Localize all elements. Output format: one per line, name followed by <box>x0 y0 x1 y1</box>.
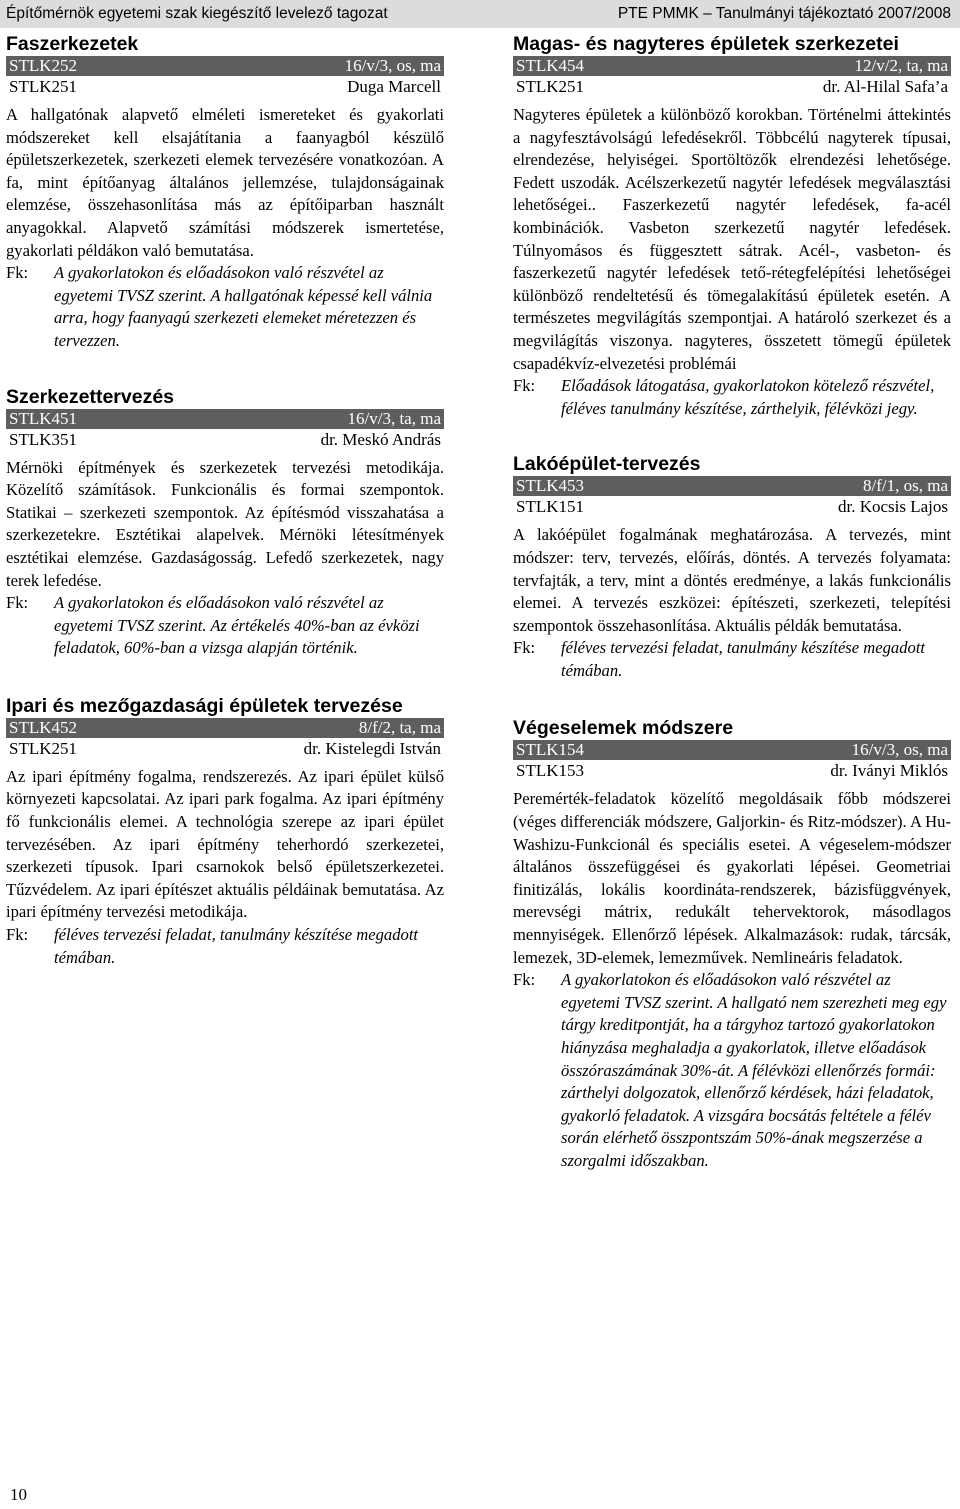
course-credits: 16/v/3, os, ma <box>851 740 948 760</box>
course-description: Nagyteres épületek a különböző korokban. Történelmi áttekintés a nagyfesztávolságú lefedésekről. Többcélú nagyterek típusai, elrendezése, helyiségei. Sportöltözők elrendezési lehetősége. Fedett uszodák. Acélszerkezetű nagytér lefedések megválasztási lehetőségei.. Faszerkezetű nagytér lefedések, fa-acél kombinációk. Vasbeton szerkezetű nagytér lefedések. Túlnyomásos és függesztett sátrak. Acél-, vasbeton- és faszerkezetű nagytér lefedések tető-rétegfelépítési lehetőségei különböző rendeltetésű és tömegalakítású épületek esetén. A természetes megvilágítás szempontjai. A határoló szerkezet és a megvilágítás viszonya. nagyteres, összetett tömegű épületek csapadékvíz-elvezetési problémái <box>513 105 951 373</box>
course-prereq: STLK351 <box>9 429 77 449</box>
course-prereq-row <box>513 76 951 98</box>
course-code-bar <box>6 56 444 76</box>
course-prereq-row <box>513 496 951 518</box>
course-credits: 16/v/3, ta, ma <box>347 408 441 428</box>
course-fk <box>513 969 951 1172</box>
course-fk <box>513 637 951 682</box>
course-credits: 8/f/2, ta, ma <box>358 717 441 737</box>
header-right-text: PTE PMMK – Tanulmányi tájékoztató 2007/2008 <box>617 5 951 22</box>
course-code: STLK154 <box>516 740 584 760</box>
fk-text: A gyakorlatokon és előadásokon való részvétel az egyetemi TVSZ szerint. A hallgatónak képessé kell válnia arra, hogy faanyagú szerkezeti elemeket méretezzen és tervezzen. <box>54 263 433 350</box>
course-credits: 8/f/1, os, ma <box>863 476 948 496</box>
course-prereq-row <box>6 429 444 451</box>
course-code: STLK452 <box>9 717 77 737</box>
course-code-bar <box>6 718 444 738</box>
course-description: A lakóépület fogalmának meghatározása. A tervezés, mint módszer: terv, tervezés, előírás, döntés. A tervezés folyamata: tervfajták, a terv, mint a döntés eredménye, a lakás funkcionális elemei. A tervezés eszközei: építészeti, szerkezeti, telepítési szempontok összehasonlítása. Aktuális példák bemutatása. <box>513 525 951 635</box>
course-teacher: dr. Al-Hilal Safa’a <box>822 77 948 96</box>
fk-text: A gyakorlatokon és előadásokon való részvétel az egyetemi TVSZ szerint. A hallgató nem szerezheti meg egy tárgy kreditpontját, ha a tárgyhoz tartozó gyakorlatokon hiányzása meghaladja a gyakorlatok, illetve előadások összóraszámának 30%-át. A félévközi ellenőrzés formái: zárthelyi dolgozatok, ellenőrző kérdések, házi feladatok, gyakorló feladatok. A vizsgára bocsátás feltétele a félév során elérhető összpontszám 50%-ának megszerzése a szorgalmi időszakban. <box>561 970 947 1170</box>
course-teacher: dr. Iványi Miklós <box>830 761 948 781</box>
course-fk <box>513 375 951 420</box>
course-fk <box>6 262 444 352</box>
course-faszerkezetek <box>6 32 444 353</box>
course-description: Mérnöki építmények és szerkezetek tervezési metodikája. Közelítő számítások. Funkcionális és formai szempontok. Statikai – szerkezeti szempontok. Az építésmód visszahatása a szerkezetekre. Esztétikai alapelvek. Mérnöki létesítmények esztétikai elemzése. Gazdaságosság. Lefedő szerkezetek, nagy terek lefedése. <box>6 457 444 590</box>
course-code: STLK454 <box>516 56 584 75</box>
course-vegeselemek <box>513 716 951 1172</box>
course-teacher: Duga Marcell <box>347 77 441 96</box>
course-prereq: STLK151 <box>516 497 584 517</box>
fk-label: Fk: <box>6 263 29 283</box>
course-description: Az ipari építmény fogalma, rendszerezés. Az ipari épület külső környezeti kapcsolatai. Az ipari park fogalma. Az ipari építmény fő funkcionális elemei. A technológia szerepe az ipari épület tervezésében. Az ipari építmény teherhordó szerkezetei, szerkezeti típusok. Ipari csarnokok belső épületszerkezetei. Tűzvédelem. Az ipari építészet aktuális példáinak bemutatása. Az ipari építmény tervezési metodikája. <box>6 766 444 922</box>
course-teacher: dr. Kocsis Lajos <box>837 497 948 517</box>
fk-text: féléves tervezési feladat, tanulmány készítése megadott témában. <box>54 925 419 967</box>
course-credits: 16/v/3, os, ma <box>344 56 441 75</box>
course-prereq-row <box>6 76 444 98</box>
fk-text: A gyakorlatokon és előadásokon való részvétel az egyetemi TVSZ szerint. Az értékelés 40%-ban az évközi feladatok, 60%-ban a vizsga alapján történik. <box>54 593 420 658</box>
course-code: STLK451 <box>9 408 77 428</box>
course-code-bar <box>513 56 951 76</box>
course-prereq: STLK153 <box>516 761 584 781</box>
course-ipari-epuletek <box>6 694 444 969</box>
course-title: Faszerkezetek <box>6 33 139 55</box>
fk-label: Fk: <box>513 970 536 990</box>
course-prereq-row <box>6 738 444 760</box>
right-column <box>513 32 951 1173</box>
page-header <box>0 0 960 28</box>
fk-label: Fk: <box>6 593 29 613</box>
course-szerkezettervezes <box>6 385 444 660</box>
course-credits: 12/v/2, ta, ma <box>854 56 948 75</box>
course-title: Ipari és mezőgazdasági épületek tervezése <box>6 694 403 717</box>
course-title: Szerkezettervezés <box>6 385 175 408</box>
course-prereq: STLK251 <box>516 77 584 96</box>
fk-text: féléves tervezési feladat, tanulmány készítése megadott témában. <box>561 638 926 680</box>
course-lakoepulet-tervezes <box>513 452 951 682</box>
fk-label: Fk: <box>513 638 536 658</box>
fk-label: Fk: <box>6 925 29 945</box>
left-column <box>6 32 444 969</box>
course-code-bar <box>513 476 951 496</box>
course-title: Végeselemek módszere <box>513 717 734 740</box>
course-code: STLK453 <box>516 476 584 496</box>
course-title: Magas- és nagyteres épületek szerkezetei <box>513 33 899 55</box>
course-prereq: STLK251 <box>9 738 77 758</box>
course-fk <box>6 924 444 969</box>
course-code-bar <box>513 740 951 760</box>
course-description: A hallgatónak alapvető elméleti ismereteket és gyakorlati módszereket kell elsajátítania a faanyagból készülő épületszerkezetek, szerkezeti elemek tervezésére vonatkozóan. A fa, mint építőanyag általános jellemzése, tulajdonságainak elemzése, összehasonlítása más az építőiparban használt anyagokkal. Alapvető számítási módszerek ismertetése, gyakorlati példákon való bemutatása. <box>6 105 444 260</box>
course-prereq: STLK251 <box>9 77 77 96</box>
fk-label: Fk: <box>513 376 536 396</box>
course-teacher: dr. Kistelegdi István <box>303 738 441 758</box>
header-left-text: Építőmérnök egyetemi szak kiegészítő levelező tagozat <box>6 5 388 22</box>
course-code: STLK252 <box>9 56 77 75</box>
course-magas-nagyteres <box>513 32 951 420</box>
course-description: Peremérték-feladatok közelítő megoldásaik főbb módszerei (véges differenciák módszere, Galjorkin- és Ritz-módszer). A Hu-Washizu-Funkcionál és speciális esetei. A végeselem-módszer általános összefüggései és gyakorlati lépései. Geometriai finitizálás, lokális koordináta-rendszerek, bázisfüggvények, merevségi mátrix, redukált tehervektorok, másodlagos mennyiségek. Ellenőrző lépések. Alkalmazások: rudak, tárcsák, lemezek, 3D-elemek, lemezművek. Nemlineáris feladatok. <box>513 789 951 967</box>
course-fk <box>6 592 444 660</box>
course-prereq-row <box>513 760 951 782</box>
page-number: 10 <box>10 1485 27 1504</box>
course-code-bar <box>6 409 444 429</box>
course-teacher: dr. Meskó András <box>320 429 441 449</box>
fk-text: Előadások látogatása, gyakorlatokon kötelező részvétel, féléves tanulmány készítése, zárthelyik, félévközi jegy. <box>561 376 935 418</box>
course-title: Lakóépület-tervezés <box>513 453 701 476</box>
